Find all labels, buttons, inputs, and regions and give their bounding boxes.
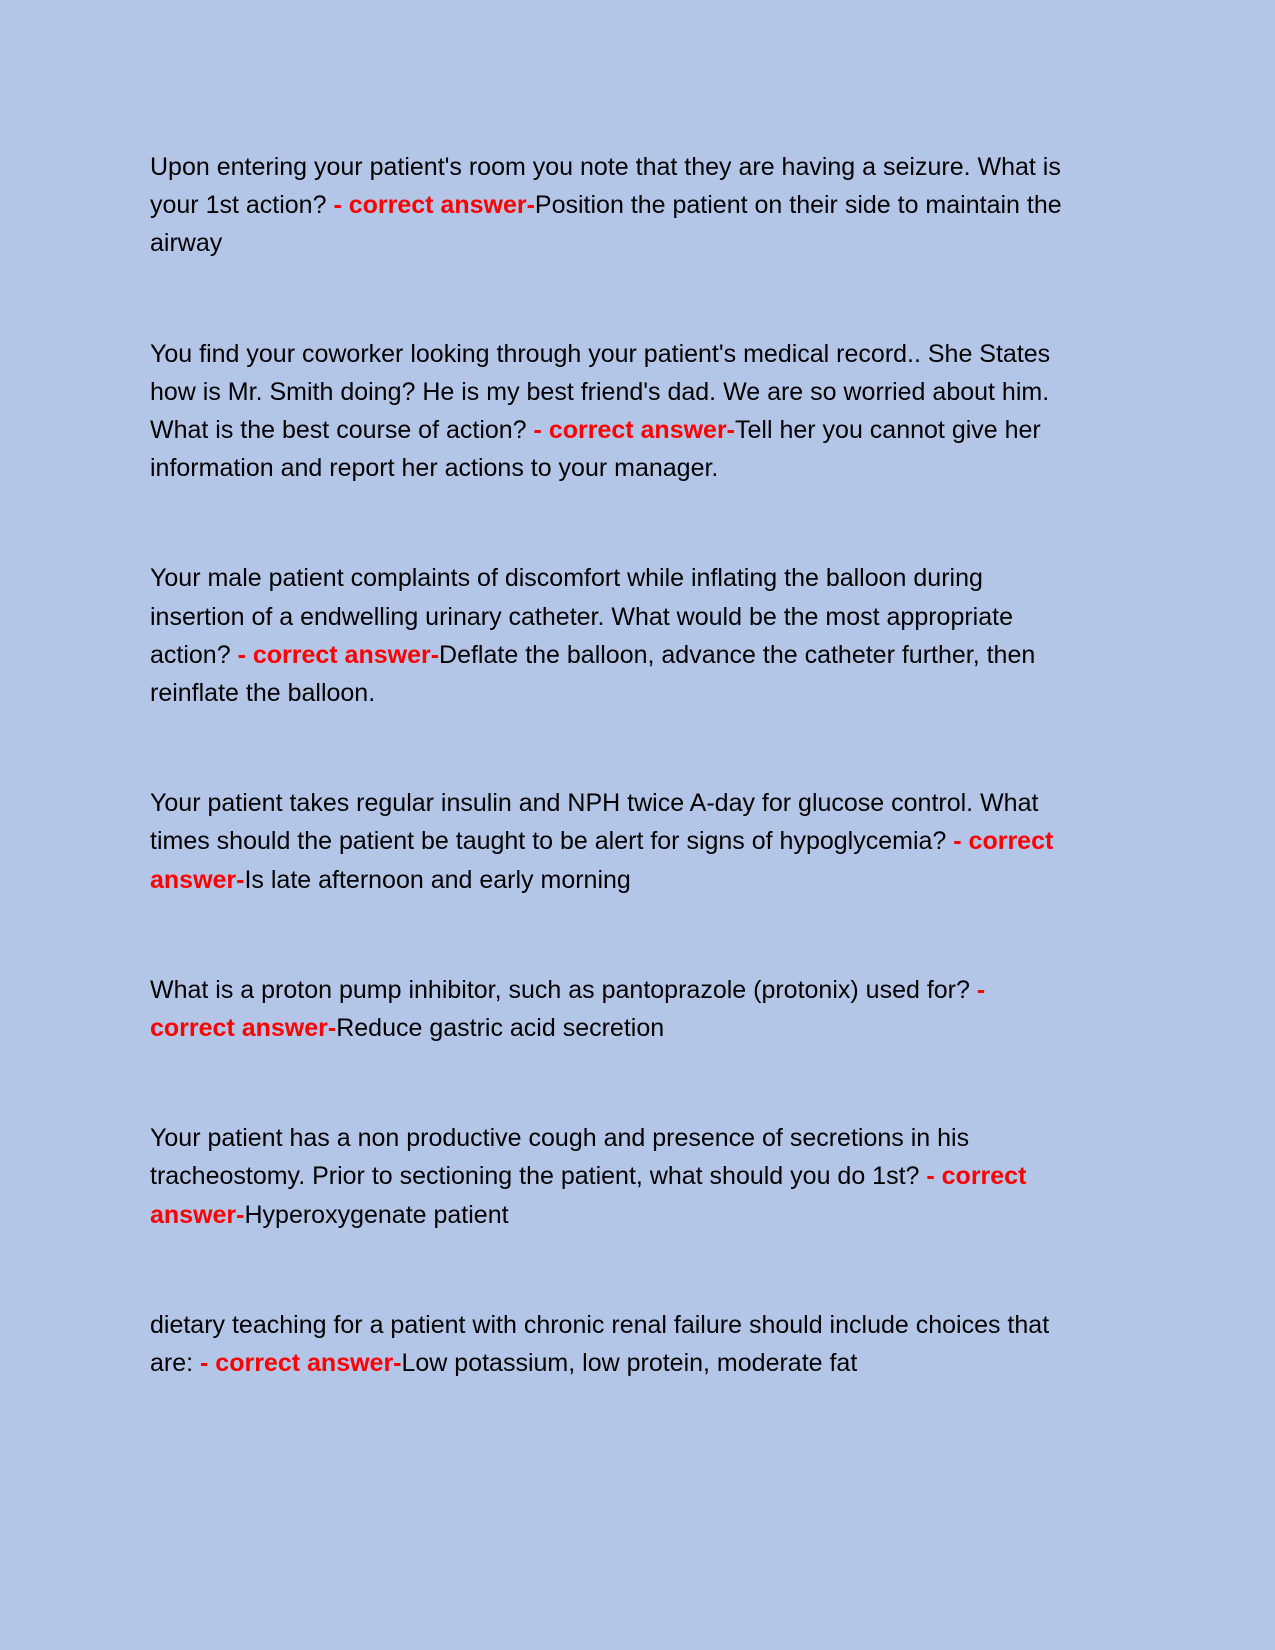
question-text: Your male patient complaints of discomfort while inflating the balloon during insertion of a endwelling urinary catheter. What would be the most appropriate action? <box>150 564 1013 669</box>
answer-text: Hyperoxygenate patient <box>244 1200 509 1229</box>
answer-text: Is late afternoon and early morning <box>244 865 631 894</box>
qa-item-2 <box>150 335 1075 488</box>
correct-answer-marker: - correct answer- <box>150 975 986 1043</box>
correct-answer-marker: - correct answer- <box>200 1349 402 1378</box>
question-text: Upon entering your patient's room you note that they are having a seizure. What is your 1st action? <box>150 153 1061 220</box>
correct-answer-marker: - correct answer- <box>333 191 535 220</box>
correct-answer-marker: - correct answer- <box>150 1162 1027 1229</box>
qa-item-7 <box>150 1306 1075 1382</box>
answer-text: Reduce gastric acid secretion <box>336 1014 665 1043</box>
correct-answer-marker: - correct answer- <box>150 827 1054 894</box>
question-text: Your patient has a non productive cough and presence of secretions in his tracheostomy. Prior to sectioning the patient, what should you do 1st? <box>150 1124 970 1191</box>
qa-item-6 <box>150 1119 1075 1234</box>
qa-item-3 <box>150 559 1075 712</box>
correct-answer-marker: - correct answer- <box>533 416 736 445</box>
qa-item-4 <box>150 784 1075 899</box>
answer-text: Deflate the balloon, advance the catheter further, then reinflate the balloon. <box>150 640 1036 708</box>
question-text: dietary teaching for a patient with chronic renal failure should include choices that are: <box>150 1310 1050 1378</box>
qa-item-5 <box>150 971 1075 1047</box>
question-text: What is a proton pump inhibitor, such as pantoprazole (protonix) used for? <box>150 975 977 1004</box>
question-text: You find your coworker looking through your patient's medical record.. She States how is Mr. Smith doing? He is my best friend's dad. We are so worried about him. What is the best course of action? <box>150 339 1051 445</box>
answer-text: Tell her you cannot give her information and report her actions to your manager. <box>150 416 1041 483</box>
answer-text: Low potassium, low protein, moderate fat <box>401 1349 858 1378</box>
answer-text: Position the patient on their side to maintain the airway <box>150 191 1062 258</box>
question-text: Your patient takes regular insulin and NPH twice A-day for glucose control. What times should the patient be taught to be alert for signs of hypoglycemia? <box>150 789 1039 856</box>
qa-item-1 <box>150 148 1075 263</box>
correct-answer-marker: - correct answer- <box>237 640 440 669</box>
